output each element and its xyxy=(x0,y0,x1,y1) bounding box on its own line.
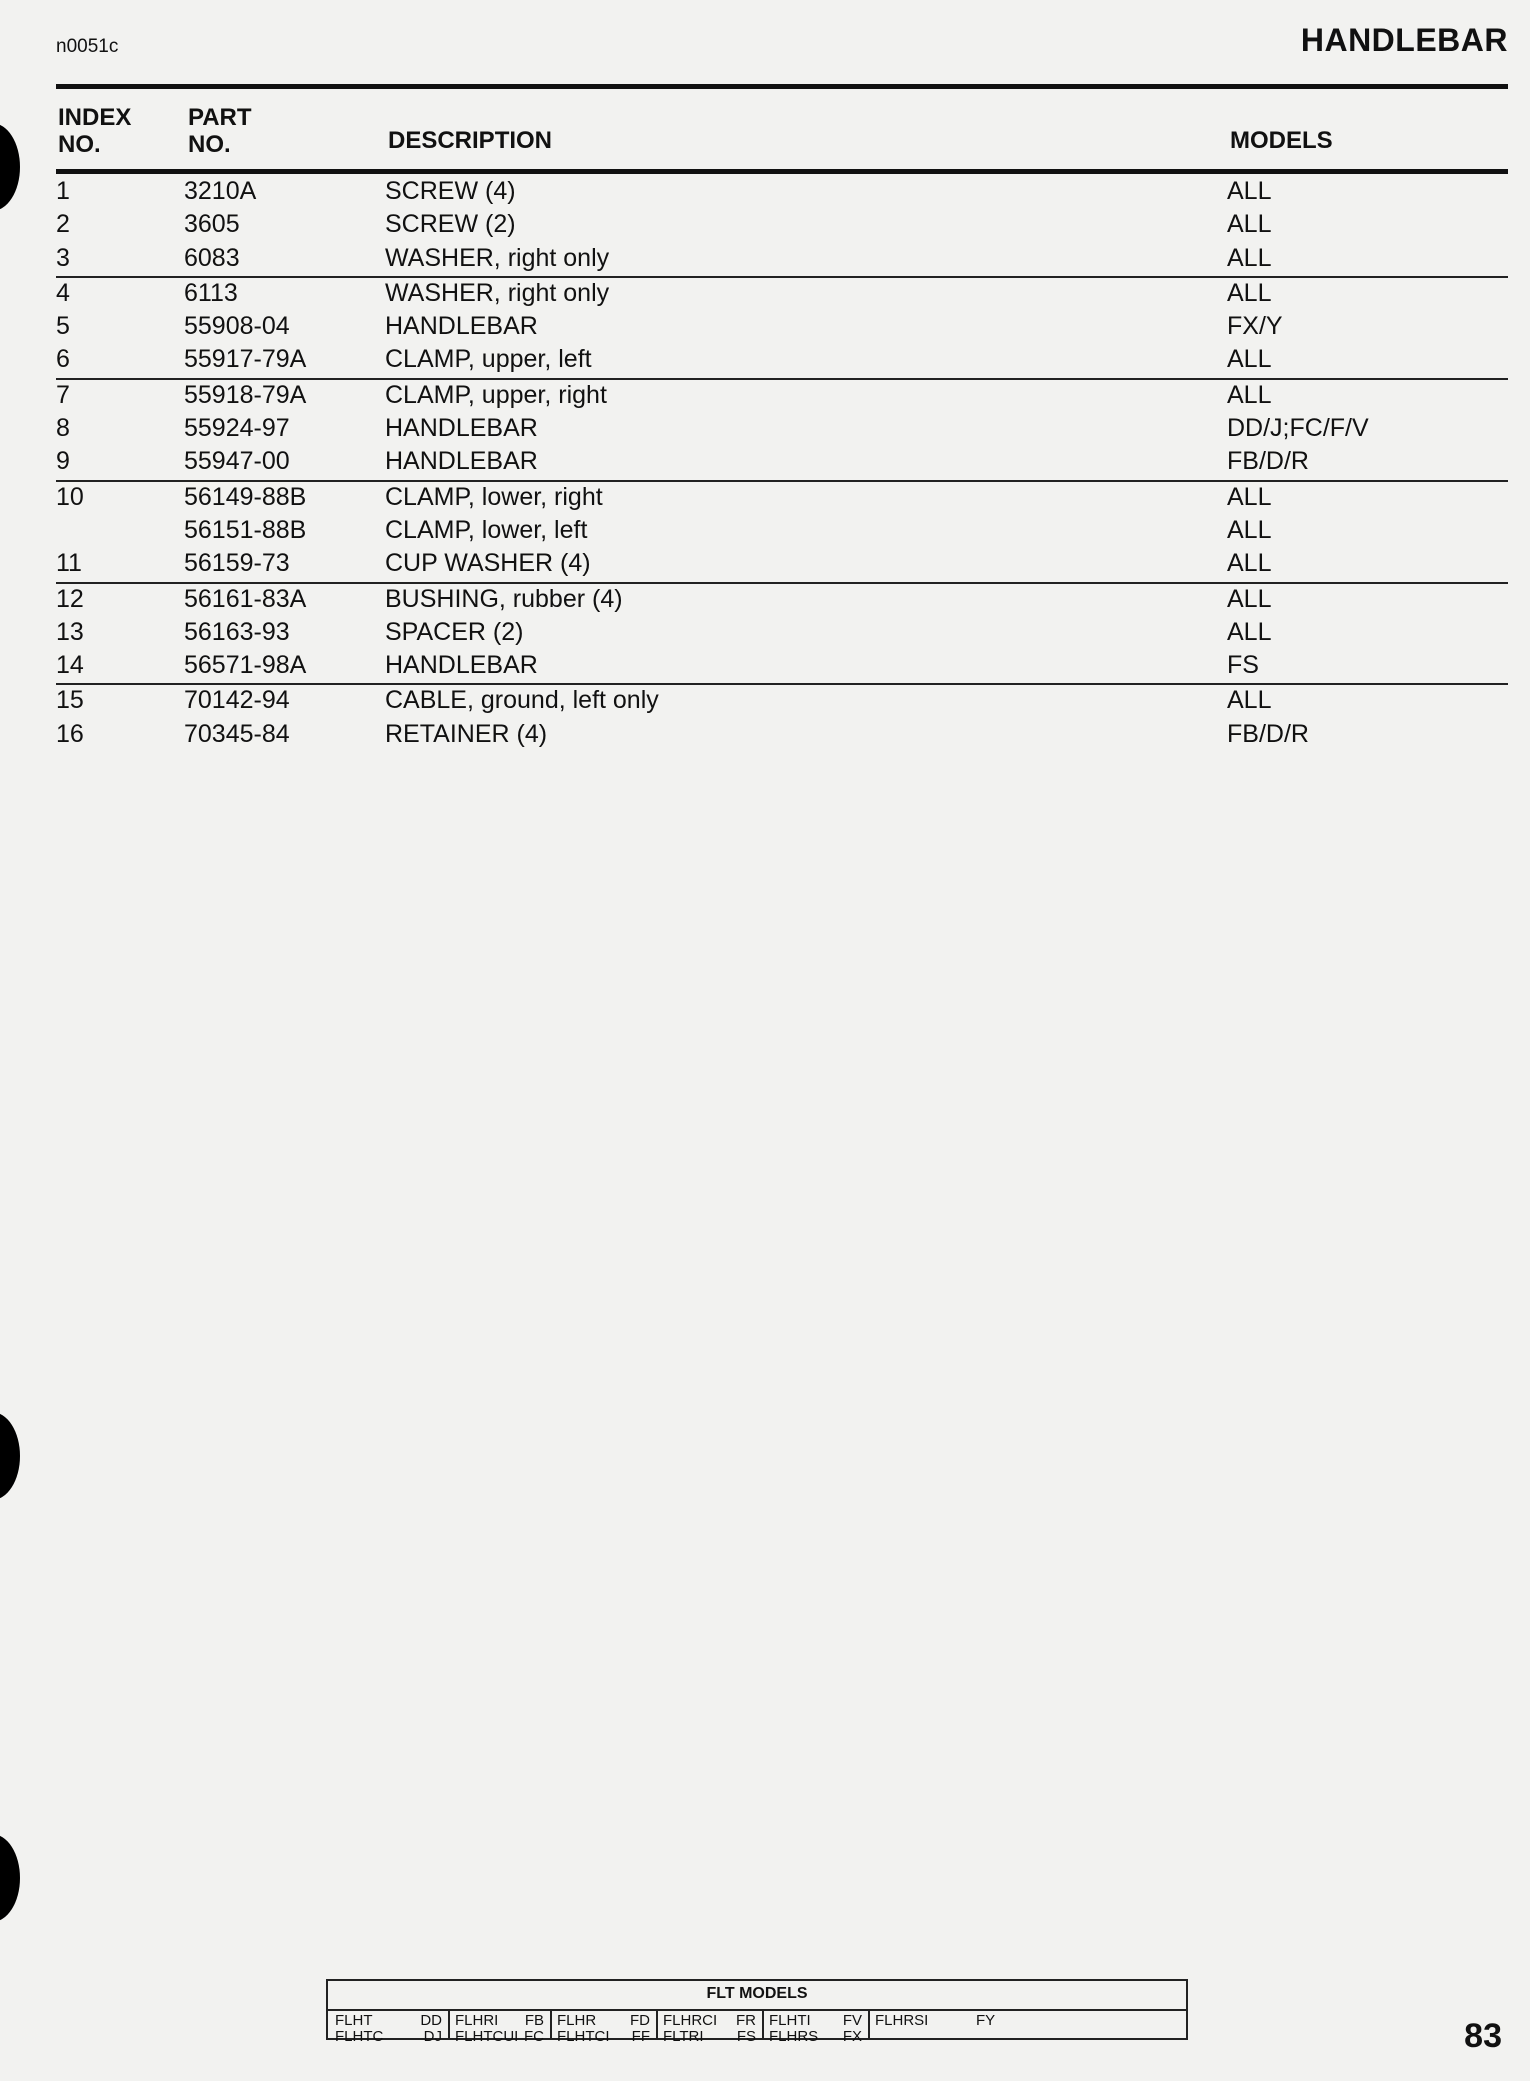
models-cell: FX/Y xyxy=(1227,312,1283,341)
column-header-index-line1: INDEX xyxy=(58,104,132,131)
page-number: 83 xyxy=(1464,2017,1502,2055)
legend-cell xyxy=(868,2011,1186,2038)
index-cell: 1 xyxy=(56,177,70,205)
legend-model-code: FR xyxy=(736,2012,756,2029)
models-cell: ALL xyxy=(1227,686,1272,715)
legend-model-code: FS xyxy=(736,2028,756,2045)
flt-models-legend xyxy=(326,1979,1188,2045)
table-row xyxy=(56,344,1508,377)
legend-model-code: DJ xyxy=(423,2028,442,2045)
part-number-cell: 6113 xyxy=(184,278,238,307)
description-cell: CLAMP, lower, left xyxy=(385,515,588,544)
table-row xyxy=(56,446,1508,479)
description-cell: CABLE, ground, left only xyxy=(385,686,659,715)
part-number-cell: 55918-79A xyxy=(184,380,307,409)
index-cell: 2 xyxy=(56,210,70,239)
legend-model-code: FX xyxy=(842,2028,862,2045)
legend-cell xyxy=(448,2011,552,2045)
index-cell: 14 xyxy=(56,651,84,680)
part-number-cell: 3210A xyxy=(184,177,257,205)
models-cell: ALL xyxy=(1227,515,1272,544)
models-cell: FS xyxy=(1227,651,1259,680)
legend-model-name: FLHT xyxy=(335,2012,373,2029)
description-cell: WASHER, right only xyxy=(385,243,610,272)
table-row xyxy=(56,243,1508,276)
description-cell: CUP WASHER (4) xyxy=(385,549,591,578)
column-header-part xyxy=(188,104,252,158)
description-cell: CLAMP, lower, right xyxy=(385,482,603,511)
index-cell: 12 xyxy=(56,584,84,613)
index-cell: 11 xyxy=(56,549,82,578)
legend-model-code: FV xyxy=(842,2012,862,2029)
legend-cell xyxy=(550,2011,658,2045)
models-cell: ALL xyxy=(1227,380,1272,409)
table-row xyxy=(56,378,1508,413)
column-header-description: DESCRIPTION xyxy=(388,127,553,154)
index-cell: 3 xyxy=(56,243,70,272)
part-number-cell: 56151-88B xyxy=(184,515,307,544)
legend-model-name: FLHRSI xyxy=(875,2012,929,2029)
header-divider xyxy=(56,169,1508,174)
document-id: n0051c xyxy=(56,36,119,57)
index-cell: 8 xyxy=(56,414,70,443)
part-number-cell: 56163-93 xyxy=(184,617,290,646)
binder-hole-top xyxy=(0,123,20,211)
description-cell: BUSHING, rubber (4) xyxy=(385,584,623,613)
part-number-cell: 6083 xyxy=(184,243,240,272)
index-cell: 15 xyxy=(56,686,84,715)
legend-model-code: DD xyxy=(420,2012,442,2029)
models-cell: ALL xyxy=(1227,243,1272,272)
legend-model-name: FLTRI xyxy=(663,2028,704,2045)
table-row xyxy=(56,413,1508,446)
index-cell: 10 xyxy=(56,482,84,511)
description-cell: SCREW (4) xyxy=(385,177,516,205)
legend-cell xyxy=(762,2011,870,2045)
index-cell: 6 xyxy=(56,345,70,374)
description-cell: HANDLEBAR xyxy=(385,651,538,680)
column-header-index xyxy=(58,104,131,158)
description-cell: CLAMP, upper, left xyxy=(385,345,592,374)
legend-model-name: FLHTCI xyxy=(557,2028,610,2045)
description-cell: HANDLEBAR xyxy=(385,414,538,443)
part-number-cell: 3605 xyxy=(184,210,240,239)
column-header-index-line2: NO. xyxy=(58,131,101,158)
column-header-part-line1: PART xyxy=(188,104,252,131)
table-row xyxy=(56,582,1508,617)
legend-model-name: FLHRI xyxy=(455,2012,499,2029)
models-cell: FB/D/R xyxy=(1227,447,1309,476)
legend-model-name: FLHTC xyxy=(335,2028,384,2045)
description-cell: HANDLEBAR xyxy=(385,447,538,476)
description-cell: SCREW (2) xyxy=(385,210,516,239)
legend-model-code: FD xyxy=(630,2012,650,2029)
part-number-cell: 70142-94 xyxy=(184,686,290,715)
table-row xyxy=(56,650,1508,683)
models-cell: FB/D/R xyxy=(1227,719,1309,748)
legend-cell xyxy=(656,2011,764,2045)
part-number-cell: 55908-04 xyxy=(184,312,290,341)
legend-model-name: FLHTCUI xyxy=(455,2028,519,2045)
table-row xyxy=(56,276,1508,311)
binder-hole-bottom xyxy=(0,1834,20,1922)
index-cell: 5 xyxy=(56,312,70,341)
legend-model-code: FF xyxy=(631,2028,650,2045)
table-row xyxy=(56,617,1508,650)
part-number-cell: 56571-98A xyxy=(184,651,307,680)
table-row xyxy=(56,548,1508,581)
part-number-cell: 70345-84 xyxy=(184,719,290,748)
legend-cell xyxy=(328,2011,450,2045)
description-cell: CLAMP, upper, right xyxy=(385,380,607,409)
index-cell: 4 xyxy=(56,278,70,307)
models-cell: ALL xyxy=(1227,177,1272,205)
models-cell: ALL xyxy=(1227,345,1272,374)
models-cell: ALL xyxy=(1227,617,1272,646)
table-row xyxy=(56,480,1508,515)
part-number-cell: 56149-88B xyxy=(184,482,307,511)
table-row xyxy=(56,515,1508,548)
index-cell: 7 xyxy=(56,380,70,409)
binder-hole-middle xyxy=(0,1412,20,1500)
models-cell: DD/J;FC/F/V xyxy=(1227,414,1369,443)
page-title: HANDLEBAR xyxy=(1300,22,1508,58)
models-cell: ALL xyxy=(1227,482,1272,511)
part-number-cell: 56161-83A xyxy=(184,584,307,613)
description-cell: WASHER, right only xyxy=(385,278,610,307)
legend-model-code: FC xyxy=(524,2028,544,2045)
index-cell: 16 xyxy=(56,719,84,748)
part-number-cell: 55924-97 xyxy=(184,414,290,443)
top-divider xyxy=(56,84,1508,89)
table-row xyxy=(56,683,1508,718)
part-number-cell: 55947-00 xyxy=(184,447,290,476)
index-cell: 9 xyxy=(56,447,70,476)
part-number-cell: 55917-79A xyxy=(184,345,307,374)
index-cell: 13 xyxy=(56,617,84,646)
table-row xyxy=(56,176,1508,209)
table-row xyxy=(56,719,1508,752)
table-row xyxy=(56,311,1508,344)
table-row xyxy=(56,209,1508,242)
legend-model-name: FLHTI xyxy=(769,2012,811,2029)
column-header-models: MODELS xyxy=(1230,127,1333,154)
legend-model-code: FB xyxy=(524,2012,544,2029)
description-cell: HANDLEBAR xyxy=(385,312,538,341)
legend-model-name: FLHRCI xyxy=(663,2012,718,2029)
legend-model-name: FLHRS xyxy=(769,2028,819,2045)
legend-model-name: FLHR xyxy=(557,2012,597,2029)
models-cell: ALL xyxy=(1227,549,1272,578)
legend-model-code: FY xyxy=(976,2012,996,2029)
description-cell: SPACER (2) xyxy=(385,617,524,646)
description-cell: RETAINER (4) xyxy=(385,719,548,748)
parts-table xyxy=(56,176,1508,752)
part-number-cell: 56159-73 xyxy=(184,549,290,578)
models-cell: ALL xyxy=(1227,210,1272,239)
flt-models-title: FLT MODELS xyxy=(706,1985,808,2002)
column-header-part-line2: NO. xyxy=(188,131,231,158)
models-cell: ALL xyxy=(1227,278,1272,307)
models-cell: ALL xyxy=(1227,584,1272,613)
